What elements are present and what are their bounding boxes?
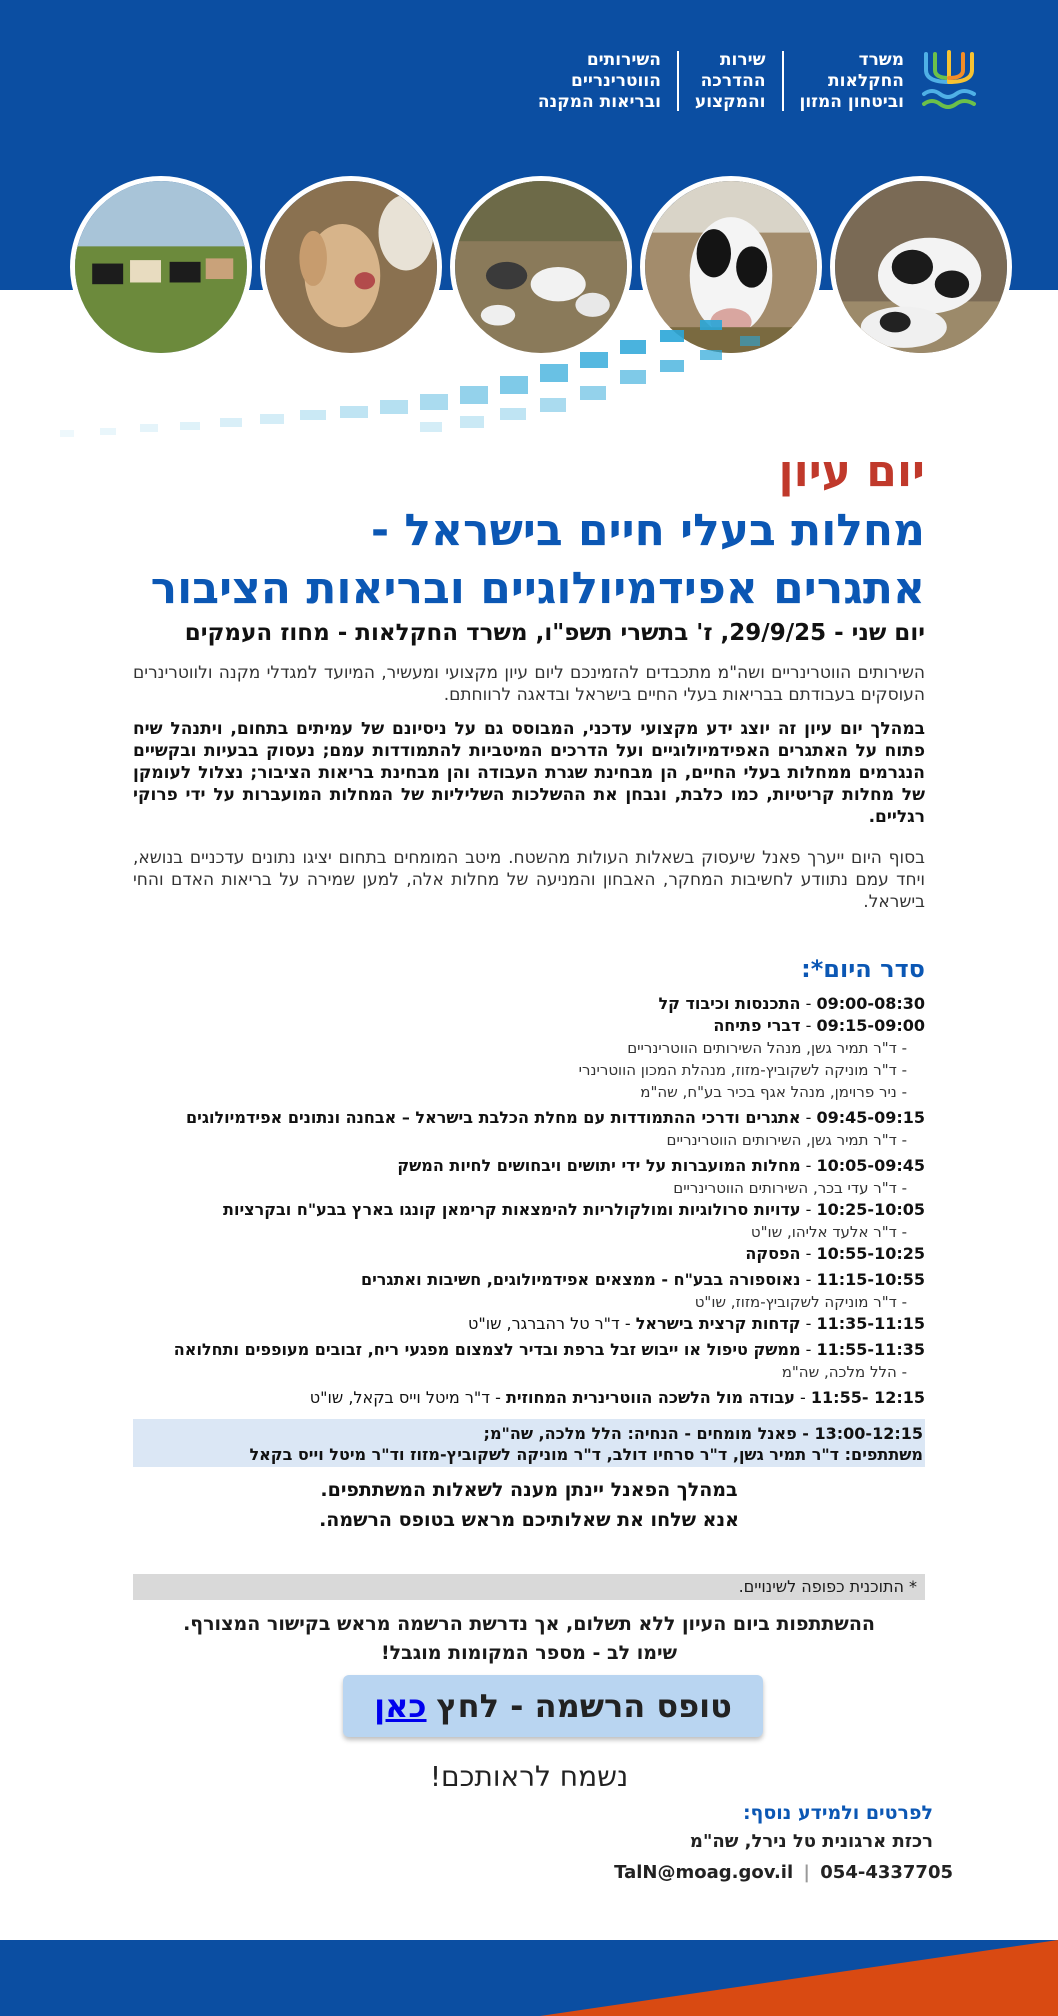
contact-phone: 054-4337705 [820,1862,953,1883]
agenda-speaker: - ד"ר אלעד אליהו, שו"ט [750,1223,907,1241]
title-line-1: מחלות בעלי חיים בישראל - [370,505,925,556]
agenda-speaker: - ד"ר עדי בכר, השירותים הווטרינריים [673,1179,907,1197]
agenda-item: 10:55-10:25 - הפסקה [745,1244,925,1263]
registration-button[interactable]: טופס הרשמה - לחץ כאן [343,1675,763,1737]
event-kicker: יום עיון [778,446,925,497]
agenda-item: 10:25-10:05 - עדויות סרולוגיות ומולקולריות להימצאות קרימאן קונגו בארץ בבע"ח ובקרציות [223,1200,925,1219]
logo-bar [538,48,978,114]
footer-band [0,1920,1058,2016]
closing-text: נשמח לראותכם! [429,1760,629,1793]
contact-name: רכזת ארגונית טל נירל, שה"מ [689,1831,933,1852]
contact-heading: לפרטים ולמידע נוסף: [742,1802,933,1824]
agenda-item: 12:15 -11:55 - עבודה מול הלשכה הווטרינרית המחוזית - ד"ר מיטל וייס בקאל, שו"ט [309,1388,925,1407]
intro-paragraph-2: במהלך יום עיון זה יוצג ידע מקצועי עדכני, המבוסס גם על ניסיונם של עמיתים בתחום, ויתנהל שיח פתוח על האתגרים האפידמיולוגיים ועל הדרכים המיטביות להתמודדות עמם; נעסוק בבעיות ובקשיים הנגרמים ממחלות בעלי החיים, הן מבחינת שגרת העבודה והן מבחינת בריאות הציבור; נצלול לעומקן של מחלות קריטיות, כמו כלבת, ונבחן את ההשלכות השליליות של המחלות המועברות על ידי פרוקי רגליים. [133,719,925,827]
agenda-item: 09:45-09:15 - אתגרים ודרכי ההתמודדות עם מחלת הכלבת בישראל – אבחנה ונתונים אפידמיולוגים [186,1108,925,1127]
intro-paragraph-1: השירותים הווטרינריים ושה"מ מתכבדים להזמינכם ליום עיון מקצועי ומעשיר, המיועד למגדלי מקנה ולווטרינרים העוסקים בעבודתם בבריאות בעלי החיים בישראל ובדאגה לרווחתם. [133,663,925,705]
extension-service-name: שירות ההדרכה והמקצוע [694,49,766,112]
registration-info: ההשתתפות ביום העיון ללא תשלום, אך נדרשת הרשמה מראש בקישור המצורף. שימו לב - מספר המקומות מוגבל! [183,1613,875,1664]
event-dateline: יום שני - 29/9/25, ז' בתשרי תשפ"ו, משרד החקלאות - מחוז העמקים [184,620,925,646]
agenda-item: 09:15-09:00 - דברי פתיחה [713,1016,925,1035]
agenda-item: 11:55-11:35 - ממשק טיפול או ייבוש זבל ברפת ובדיר לצמצום מפגעי ריח, זבובים מעופפים ותחלואה [173,1340,925,1359]
contact-details: TalN@moag.gov.il | 054-4337705 [614,1862,953,1883]
vet-services-name: השירותים הווטרינריים ובריאות המקנה [537,49,661,112]
panel-note: במהלך הפאנל יינתן מענה לשאלות המשתתפים. אנא שלחו את שאלותיכם מראש בטופס הרשמה. [319,1479,739,1531]
title-line-2: אתגרים אפידמיולוגיים ובריאות הציבור [150,563,925,614]
agenda-item: 11:35-11:15 - קדחות קרצית בישראל - ד"ר טל רהברגר, שו"ט [468,1314,925,1333]
menorah-logo-icon [920,48,978,114]
contact-email[interactable]: TalN@moag.gov.il [614,1862,794,1883]
agenda-speaker: - ד"ר מוניקה לשקוביץ-מזוז, מנהלת המכון הווטרינרי [578,1061,907,1079]
agenda-speaker: - ד"ר מוניקה לשקוביץ-מזוז, שו"ט [694,1293,907,1311]
logo-divider [677,51,679,111]
schedule-disclaimer: * התוכנית כפופה לשינויים. [133,1574,925,1600]
agenda-title: סדר היום*: [801,955,925,983]
ministry-name: משרד החקלאות וביטחון המזון [799,49,904,112]
agenda-speaker: - ד"ר תמיר גשן, השירותים הווטרינריים [666,1131,907,1149]
logo-divider [782,51,784,111]
panel-box: 13:00-12:15 - פאנל מומחים - הנחיה: הלל מלכה, שה"מ; משתתפים: ד"ר תמיר גשן, ד"ר סרחיו דולב, ד"ר מוניקה לשקוביץ-מזוז וד"ר מיטל וייס בקאל [133,1419,925,1467]
agenda-item: 09:00-08:30 - התכנסות וכיבוד קל [658,994,925,1013]
registration-link[interactable]: כאן [374,1687,427,1725]
agenda-speaker: - הלל מלכה, שה"מ [781,1363,907,1381]
agenda-item: 11:15-10:55 - נאוספורה בבע"ח - ממצאים אפידמיולוגים, חשיבות ואתגרים [360,1270,925,1289]
contact-block [614,1798,953,1890]
intro-paragraph-3: בסוף היום ייערך פאנל שיעסוק בשאלות העולות מהשטח. מיטב המומחים בתחום יציגו נתונים עדכניים בנושא, ויחד עמם נתוודע לחשיבות המחקר, האבחון והמניעה של מחלות אלה, למען שמירה על בריאות האדם והחי בישראל. [133,848,925,912]
agenda-list [133,993,925,1535]
agenda-item: 10:05-09:45 - מחלות המועברות על ידי יתושים ויבחושים לחיות המשק [397,1156,925,1175]
agenda-speaker: - ניר פרוימן, מנהל אגף בכיר בע"ח, שה"מ [640,1083,907,1101]
event-title [133,502,925,618]
agenda-speaker: - ד"ר תמיר גשן, מנהל השירותים הווטרינריים [627,1039,907,1057]
